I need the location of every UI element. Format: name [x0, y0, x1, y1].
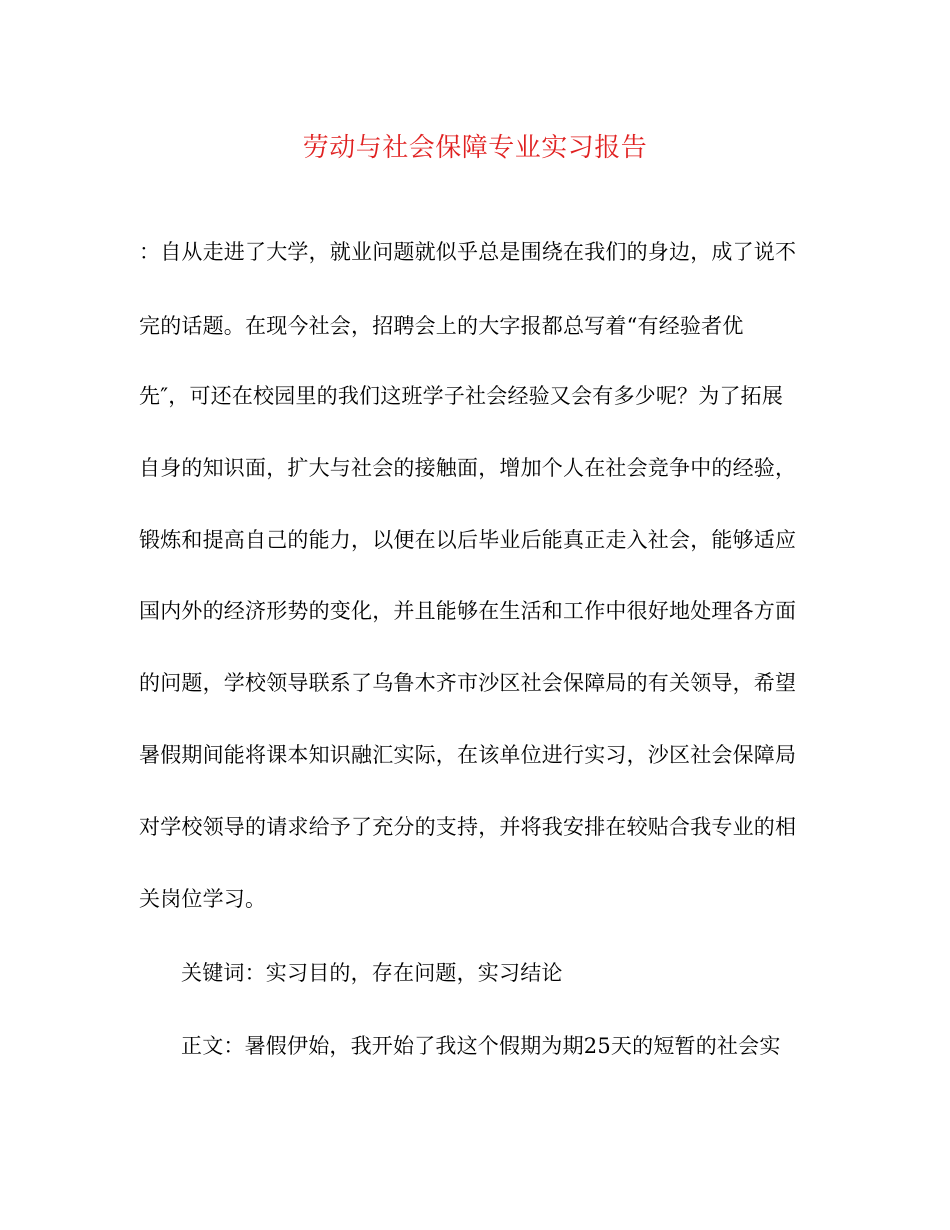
keywords-line: 关键词：实习目的，存在问题，实习结论	[181, 961, 563, 985]
paragraph-line: 的问题，学校领导联系了乌鲁木齐市沙区社会保障局的有关领导，希望	[139, 671, 797, 695]
paragraph-line: 完的话题。在现今社会，招聘会上的大字报都总写着“有经验者优	[139, 314, 744, 338]
paragraph-line: 暑假期间能将课本知识融汇实际，在该单位进行实习，沙区社会保障局	[139, 743, 797, 767]
paragraph-line: 锻炼和提高自己的能力，以便在以后毕业后能真正走入社会，能够适应	[139, 528, 797, 552]
paragraph-line: 关岗位学习。	[139, 887, 267, 911]
document-title: 劳动与社会保障专业实习报告	[302, 133, 648, 163]
paragraph-line: 国内外的经济形势的变化，并且能够在生活和工作中很好地处理各方面	[139, 599, 797, 623]
paragraph-line: ：自从走进了大学，就业问题就似乎总是围绕在我们的身边，成了说不	[139, 240, 797, 264]
paragraph-line: 先″，可还在校园里的我们这班学子社会经验又会有多少呢？为了拓展	[139, 384, 784, 408]
paragraph-line: 自身的知识面，扩大与社会的接触面，增加个人在社会竞争中的经验，	[139, 456, 797, 480]
paragraph-line: 对学校领导的请求给予了充分的支持，并将我安排在较贴合我专业的相	[139, 815, 797, 839]
body-start-line: 正文：暑假伊始，我开始了我这个假期为期25天的短暂的社会实	[181, 1034, 781, 1058]
